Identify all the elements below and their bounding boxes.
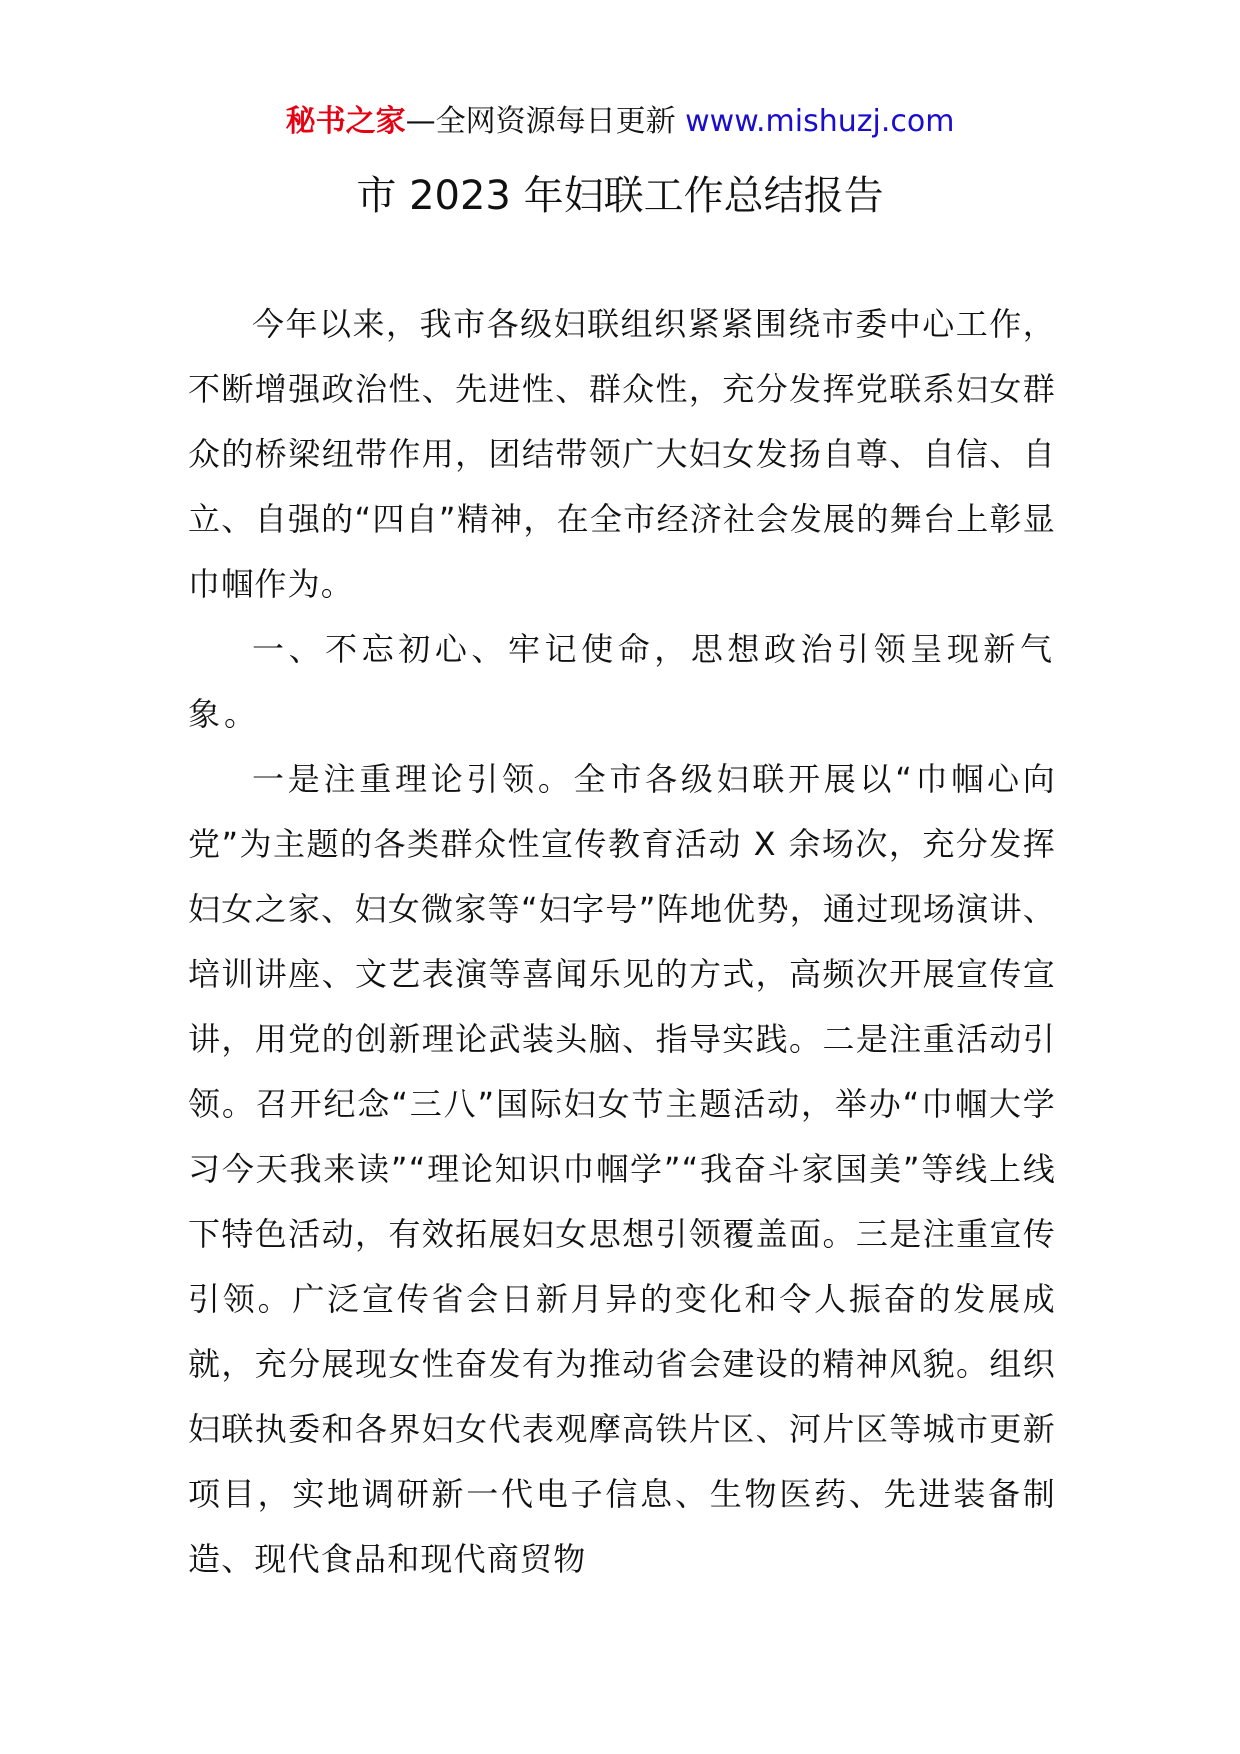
document-title: 市 2023 年妇联工作总结报告	[356, 173, 884, 219]
site-tagline: —全网资源每日更新	[405, 104, 676, 139]
site-header	[0, 100, 1240, 144]
document-body	[188, 292, 1056, 1592]
section-paragraph: 一是注重理论引领。全市各级妇联开展以“巾帼心向党”为主题的各类群众性宣传教育活动 X 余场次，充分发挥妇女之家、妇女微家等“妇字号”阵地优势，通过现场演讲、培训讲座、文艺表演等喜闻乐见的方式，高频次开展宣传宣讲，用党的创新理论武装头脑、指导实践。二是注重活动引领。召开纪念“三八”国际妇女节主题活动，举办“巾帼大学习今天我来读”“理论知识巾帼学”“我奋斗家国美”等线上线下特色活动，有效拓展妇女思想引领覆盖面。三是注重宣传引领。广泛宣传省会日新月异的变化和令人振奋的发展成就，充分展现女性奋发有为推动省会建设的精神风貌。组织妇联执委和各界妇女代表观摩高铁片区、河片区等城市更新项目，实地调研新一代电子信息、生物医药、先进装备制造、现代食品和现代商贸物	[188, 760, 1056, 1578]
site-name: 秘书之家	[285, 104, 406, 139]
section-heading: 一、不忘初心、牢记使命，思想政治引领呈现新气象。	[188, 630, 1056, 733]
site-url-link[interactable]: www.mishuzj.com	[685, 104, 955, 139]
intro-paragraph: 今年以来，我市各级妇联组织紧紧围绕市委中心工作，不断增强政治性、先进性、群众性，充分发挥党联系妇女群众的桥梁纽带作用，团结带领广大妇女发扬自尊、自信、自立、自强的“四自”精神，在全市经济社会发展的舞台上彰显巾帼作为。	[188, 305, 1056, 603]
